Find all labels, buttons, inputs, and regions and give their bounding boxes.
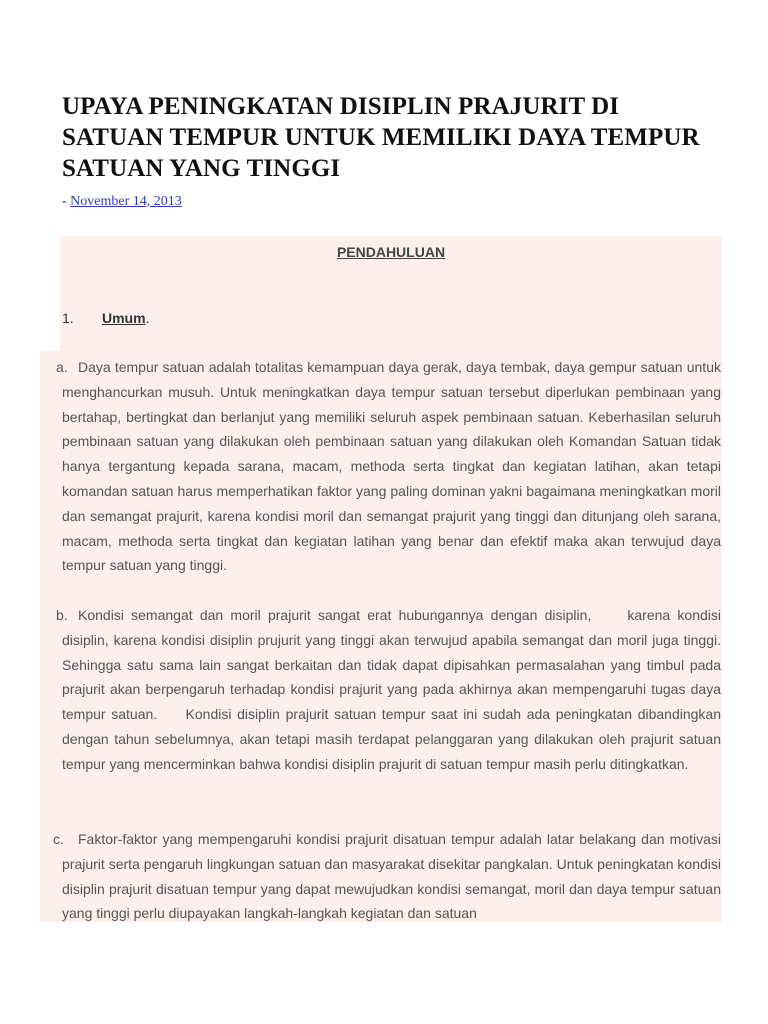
paragraph-b bbox=[56, 603, 725, 777]
post-date-line bbox=[62, 194, 182, 210]
paragraph-c bbox=[53, 827, 725, 926]
section-suffix: . bbox=[145, 310, 150, 326]
section-number: 1. bbox=[62, 310, 74, 326]
paragraph-marker: c. bbox=[53, 831, 64, 847]
paragraph-a bbox=[56, 355, 725, 578]
post-title: UPAYA PENINGKATAN DISIPLIN PRAJURIT DI SATUAN TEMPUR UNTUK MEMILIKI DAYA TEMPUR SATUAN YANG TINGGI bbox=[62, 93, 700, 182]
section-label: Umum bbox=[102, 310, 146, 326]
paragraph-text: Daya tempur satuan adalah totalitas kemampuan daya gerak, daya tembak, daya gempur satuan untuk menghancurkan musuh. Untuk meningkatkan daya tempur satuan tersebut diperlukan pembinaan yang bertahap, bertingkat dan berlanjut yang memiliki seluruh aspek pembinaan satuan. Keberhasilan seluruh pembinaan satuan yang dilakukan oleh pembinaan satuan yang dilakukan oleh Komandan Satuan tidak hanya tergantung kepada sarana, macam, methoda serta tingkat dan kegiatan latihan, akan tetapi komandan satuan harus memperhatikan faktor yang paling dominan yakni bagaimana meningkatkan moril dan semangat prajurit, karena kondisi moril dan semangat prajurit yang tinggi dan ditunjang oleh sarana, macam, methoda serta tingkat dan kegiatan latihan yang benar dan efektif maka akan terwujud daya tempur satuan yang tinggi. bbox=[62, 359, 725, 574]
paragraph-marker: b. bbox=[56, 607, 68, 623]
section-heading: PENDAHULUAN bbox=[336, 244, 446, 260]
date-prefix: - bbox=[62, 194, 67, 209]
post-date-link[interactable]: November 14, 2013 bbox=[70, 194, 182, 209]
section-title bbox=[62, 310, 149, 326]
paragraph-text: Kondisi semangat dan moril prajurit sangat erat hubungannya dengan disiplin, karena kondisi disiplin, karena kondisi disiplin prujurit yang tinggi akan terwujud apabila semangat dan moril juga tinggi. Sehingga satu sama lain sangat berkaitan dan tidak dapat dipisahkan permasalahan yang timbul pada prajurit akan berpengaruh terhadap kondisi prajurit yang pada akhirnya akan mempengaruhi tugas daya tempur satuan. Kondisi disiplin prajurit satuan tempur saat ini sudah ada peningkatan dibandingkan dengan tahun sebelumnya, akan tetapi masih terdapat pelanggaran yang dilakukan oleh prajurit satuan tempur yang mencerminkan bahwa kondisi disiplin prajurit di satuan tempur masih perlu ditingkatkan. bbox=[62, 607, 725, 772]
content-background bbox=[60, 236, 722, 922]
paragraph-text: Faktor-faktor yang mempengaruhi kondisi prajurit disatuan tempur adalah latar belakang dan motivasi prajurit serta pengaruh lingkungan satuan dan masyarakat disekitar pangkalan. Untuk peningkatan kondisi disiplin prajurit disatuan tempur yang dapat mewujudkan kondisi semangat, moril dan daya tempur satuan yang tinggi perlu diupayakan langkah-langkah kegiatan dan satuan bbox=[62, 831, 725, 922]
paragraph-marker: a. bbox=[56, 359, 68, 375]
